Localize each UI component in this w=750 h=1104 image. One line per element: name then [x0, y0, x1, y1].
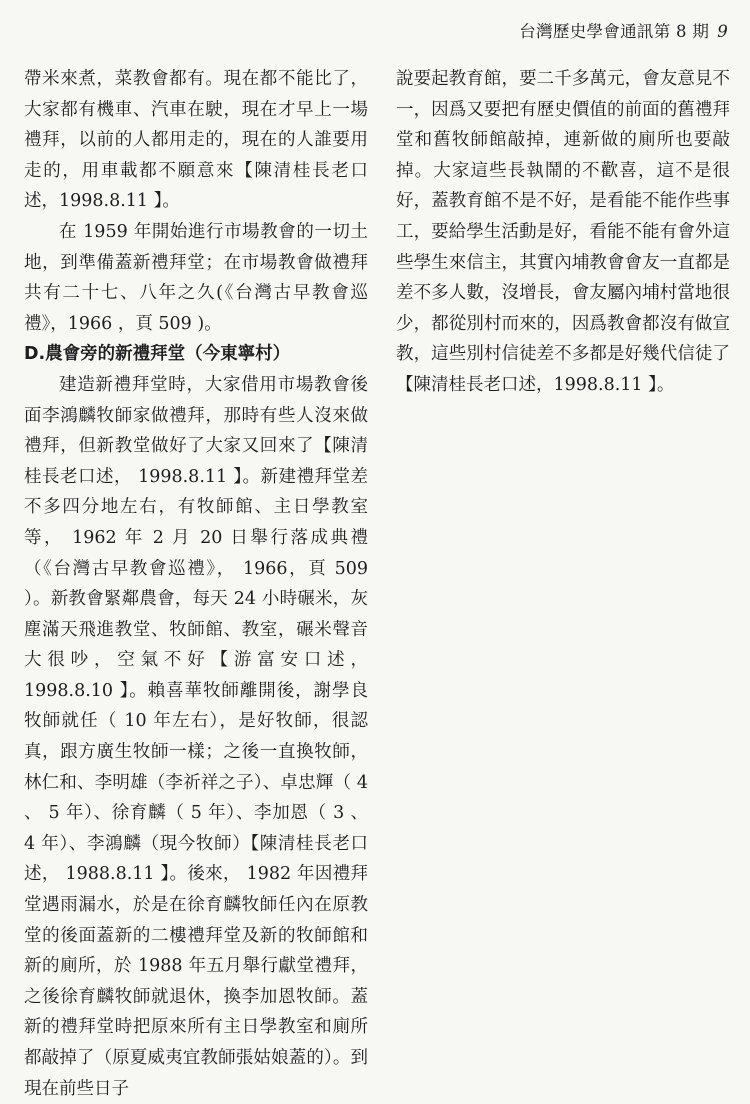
section-heading: D.農會旁的新禮拜堂（今東寧村）	[24, 344, 291, 365]
page-header	[519, 18, 728, 42]
page-number: 9	[717, 22, 728, 41]
paragraph: 在 1959 年開始進行市場教會的一切土地，到準備蓋新禮拜堂；在市場教會做禮拜共有二十七、八年之久(《台灣古早教會巡禮》，1966 ，頁 509 )。	[24, 221, 368, 334]
left-column	[24, 64, 368, 1104]
paragraph: 建造新禮拜堂時，大家借用市場教會後面李鴻麟牧師家做禮拜，那時有些人沒來做禮拜，但新教堂做好了大家又回來了【陳清桂長老口述， 1998.8.11 】。新建禮拜堂差不多四分地左右，有牧師館、主日學教室等， 1962 年 2 月 20 日舉行落成典禮（《台灣古早教會巡禮》， 1966，頁 509 ）。新教會緊鄰農會，每天 24 小時碾米，灰塵滿天飛進教堂、牧師館、教室，碾米聲音大很吵，空氣不好【游富安口述， 1998.8.10 】。賴喜華牧師離開後，謝學良牧師就任（ 10 年左右），是好牧師，很認真，跟方廣生牧師一樣；之後一直換牧師，林仁和、李明雄（李祈祥之子）、卓忠輝（ 4 、 5 年）、徐育麟（ 5 年）、李加恩（ 3 、 4 年）、李鴻麟（現今牧師）【陳清桂長老口述， 1988.8.11 】。後來， 1982 年因禮拜堂遇雨漏水，於是在徐育麟牧師任內在原教堂的後面蓋新的二樓禮拜堂及新的牧師館和新的廁所，於 1988 年五月舉行獻堂禮拜，之後徐育麟牧師就退休，換李加恩牧師。蓋新的禮拜堂時把原來所有主日學教室和廁所都敲掉了（原夏威夷宜教師張姑娘蓋的）。到現在前些日子	[24, 374, 368, 1099]
newsletter-title: 台灣歷史學會通訊第 8 期	[519, 22, 710, 41]
right-column	[396, 64, 730, 401]
paragraph: 帶米來煮，菜教會都有。現在都不能比了，大家都有機車、汽車在駛，現在才早上一場禮拜，以前的人都用走的，現在的人誰要用走的，用車載都不願意來【陳清桂長老口述，1998.8.11 】。	[24, 69, 368, 212]
paragraph: 說要起教育館，要二千多萬元，會友意見不一，因爲又要把有歷史價值的前面的舊禮拜堂和舊牧師館敲掉，連新做的廁所也要敲掉。大家這些長執鬧的不歡喜，這不是很好，蓋教育館不是不好，是看能不能作些事工，要給學生活動是好，看能不能有會外這些學生來信主，其實內埔教會會友一直都是差不多人數，沒增長，會友屬內埔村當地很少，都從別村而來的，因爲教會都沒有做宣教，這些別村信徒差不多都是好幾代信徒了【陳清桂長老口述，1998.8.11 】。	[396, 69, 730, 395]
